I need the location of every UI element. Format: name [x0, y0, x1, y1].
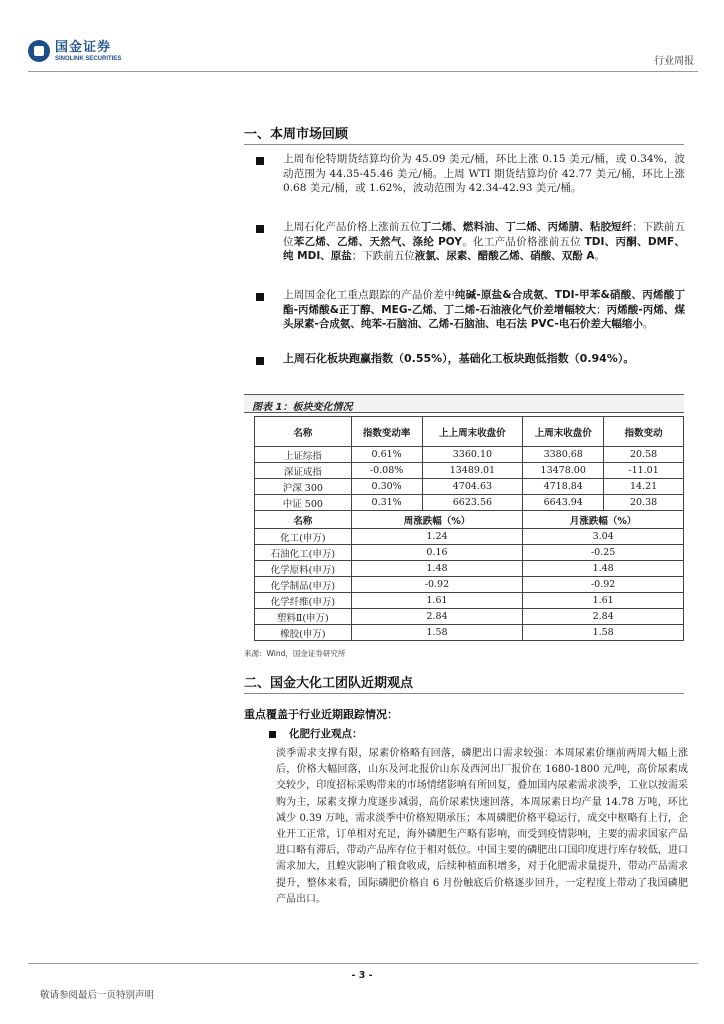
table-cell: 3380.68 [523, 447, 604, 463]
figure-caption: 图表 1：板块变化情况 [244, 394, 684, 413]
table-cell: 0.30% [351, 479, 422, 495]
section1-divider [244, 144, 684, 145]
footer-divider [28, 963, 698, 964]
bullet-marker [256, 157, 264, 165]
bullet-marker [256, 225, 264, 233]
table-cell: -0.92 [523, 577, 684, 593]
figure-source: 来源：Wind，国金证券研究所 [244, 649, 346, 658]
table-cell: 上证综指 [255, 447, 352, 463]
table-cell: 1.58 [523, 625, 684, 641]
table-cell: 20.58 [604, 447, 684, 463]
table-cell: 深证成指 [255, 463, 352, 479]
table-cell: 中证 500 [255, 495, 352, 511]
table-cell: 沪深 300 [255, 479, 352, 495]
table-cell: 1.58 [351, 625, 523, 641]
table-cell: 13489.01 [422, 463, 523, 479]
table-header-cell: 名称 [255, 511, 352, 529]
table-cell: 4718.84 [523, 479, 604, 495]
table-header-cell: 上周末收盘价 [523, 417, 604, 447]
table-header-cell: 月涨跌幅（%） [523, 511, 684, 529]
company-logo [28, 40, 121, 62]
table-header-cell: 周涨跌幅（%） [351, 511, 523, 529]
section1-title: 一、本周市场回顾 [244, 127, 349, 142]
table-header-cell: 指数变动率 [351, 417, 422, 447]
table-cell: 2.84 [351, 609, 523, 625]
disclaimer-note: 敬请参阅最后一页特别声明 [40, 990, 155, 1001]
table-cell: 0.16 [351, 545, 523, 561]
table-cell: -0.08% [351, 463, 422, 479]
fertilizer-label: 化肥行业观点： [289, 728, 363, 740]
page-header [28, 38, 698, 72]
table-header-cell: 名称 [255, 417, 352, 447]
table-row [255, 593, 684, 609]
table-cell: 20.38 [604, 495, 684, 511]
table-cell: 6623.56 [422, 495, 523, 511]
table-cell: 1.61 [351, 593, 523, 609]
table-row [255, 479, 684, 495]
table-cell: 3.04 [523, 529, 684, 545]
page-number: - 3 - [351, 970, 373, 981]
table-cell: -11.01 [604, 463, 684, 479]
sector-change-table [254, 416, 684, 641]
table-cell: 化学制品(申万) [255, 577, 352, 593]
table-row [255, 447, 684, 463]
table-cell: 1.48 [523, 561, 684, 577]
table-cell: -0.25 [523, 545, 684, 561]
table-cell: 3360.10 [422, 447, 523, 463]
table-cell: 4704.63 [422, 479, 523, 495]
bullet-spreads: 上周国金化工重点跟踪的产品价差中纯碱-原盐&合成氨、TDI-甲苯&硝酸、丙烯酸丁酯-丙烯酸&正丁醇、MEG-乙烯、丁二烯-石油液化气价差增幅较大；丙烯酸-丙烯、煤头尿素-合成氨、纯苯-石脑油、乙烯-石脑油、电石法 PVC-电石价差大幅缩小。 [283, 289, 685, 330]
bullet-product-prices: 上周石化产品价格上涨前五位丁二烯、燃料油、丁二烯、丙烯腈、粘胶短纤；下跌前五位苯乙烯、乙烯、天然气、涤纶 POY。化工产品价格涨前五位 TDI、丙酮、DMF、纯 MDI、原盐；下跌前五位液氯、尿素、醋酸乙烯、硝酸、双酚 A。 [283, 221, 686, 262]
bullet-marker [256, 293, 264, 301]
table-cell: 0.31% [351, 495, 422, 511]
bullet-marker [256, 357, 264, 365]
table-row [255, 529, 684, 545]
table-cell: 化工(申万) [255, 529, 352, 545]
bullet-oil-prices: 上周布伦特期货结算均价为 45.09 美元/桶，环比上涨 0.15 美元/桶，或 0.34%，波动范围为 44.35-45.46 美元/桶。上周 WTI 期货结算均价 42.77 美元/桶，环比上涨 0.68 美元/桶，或 1.62%，波动范围为 42.34-42.93 美元/桶。 [283, 153, 685, 194]
logo-en-text: SINOLINK SECURITIES [55, 55, 122, 62]
report-type: 行业周报 [654, 56, 694, 67]
table-cell: 化学纤维(申万) [255, 593, 352, 609]
table-row [255, 545, 684, 561]
table-cell: 石油化工(申万) [255, 545, 352, 561]
table-cell: 化学原料(申万) [255, 561, 352, 577]
table-cell: 橡胶(申万) [255, 625, 352, 641]
table-row [255, 561, 684, 577]
table-cell: 1.24 [351, 529, 523, 545]
table-header-cell: 指数变动 [604, 417, 684, 447]
table-row [255, 495, 684, 511]
table-cell: -0.92 [351, 577, 523, 593]
logo-icon [28, 40, 50, 62]
bullet-sector-performance: 上周石化板块跑赢指数（0.55%），基础化工板块跑低指数（0.94%）。 [283, 352, 635, 365]
section2-title: 二、国金大化工团队近期观点 [244, 676, 414, 691]
bullet-marker [269, 731, 276, 738]
table-cell: 13478.00 [523, 463, 604, 479]
table-cell: 0.61% [351, 447, 422, 463]
section2-divider [244, 693, 684, 694]
fertilizer-paragraph: 淡季需求支撑有限，尿素价格略有回落，磷肥出口需求较强：本周尿素价继前两周大幅上涨后，价格大幅回落，山东及河北报价山东及西河出厂报价在 1680-1800 元/吨，高价尿素成交较少，印度招标采购带来的市场情绪影响有所回复，叠加国内尿素需求淡季，工业以按需采购为主，尿素支撑力度逐步减弱，高价尿素快速回落，本周尿素日均产量 14.78 万吨，环比减少 0.39 万吨，需求淡季中价格短期承压；本周磷肥价格平稳运行，成交中枢略有上行，企业开工正常，订单相对充足，海外磷肥生产略有影响，而受到疫情影响，主要的需求国家产品进口略有滞后，带动产品库存位于相对低位。中国主要的磷肥出口国印度进行库存较低，进口需求加大，且蝗灾影响了粮食收成，后续种植面积增多，对于化肥需求量提升，带动产品需求提升，整体来看，国际磷肥价格自 6 月份触底后价格逐步回升，一定程度上带动了我国磷肥产品出口。 [276, 748, 688, 905]
coverage-subtitle: 重点覆盖于行业近期跟踪情况： [244, 708, 398, 721]
sector-header-row [255, 511, 684, 529]
table-cell: 塑料Ⅱ(申万) [255, 609, 352, 625]
logo-cn-text: 国金证券 [55, 39, 112, 55]
table-cell: 1.48 [351, 561, 523, 577]
table-cell: 6643.94 [523, 495, 604, 511]
table-row [255, 463, 684, 479]
table-row [255, 609, 684, 625]
table-cell: 1.61 [523, 593, 684, 609]
table-cell: 14.21 [604, 479, 684, 495]
index-header-row [255, 417, 684, 447]
table-header-cell: 上上周末收盘价 [422, 417, 523, 447]
table-row [255, 625, 684, 641]
table-row [255, 577, 684, 593]
table-cell: 2.84 [523, 609, 684, 625]
